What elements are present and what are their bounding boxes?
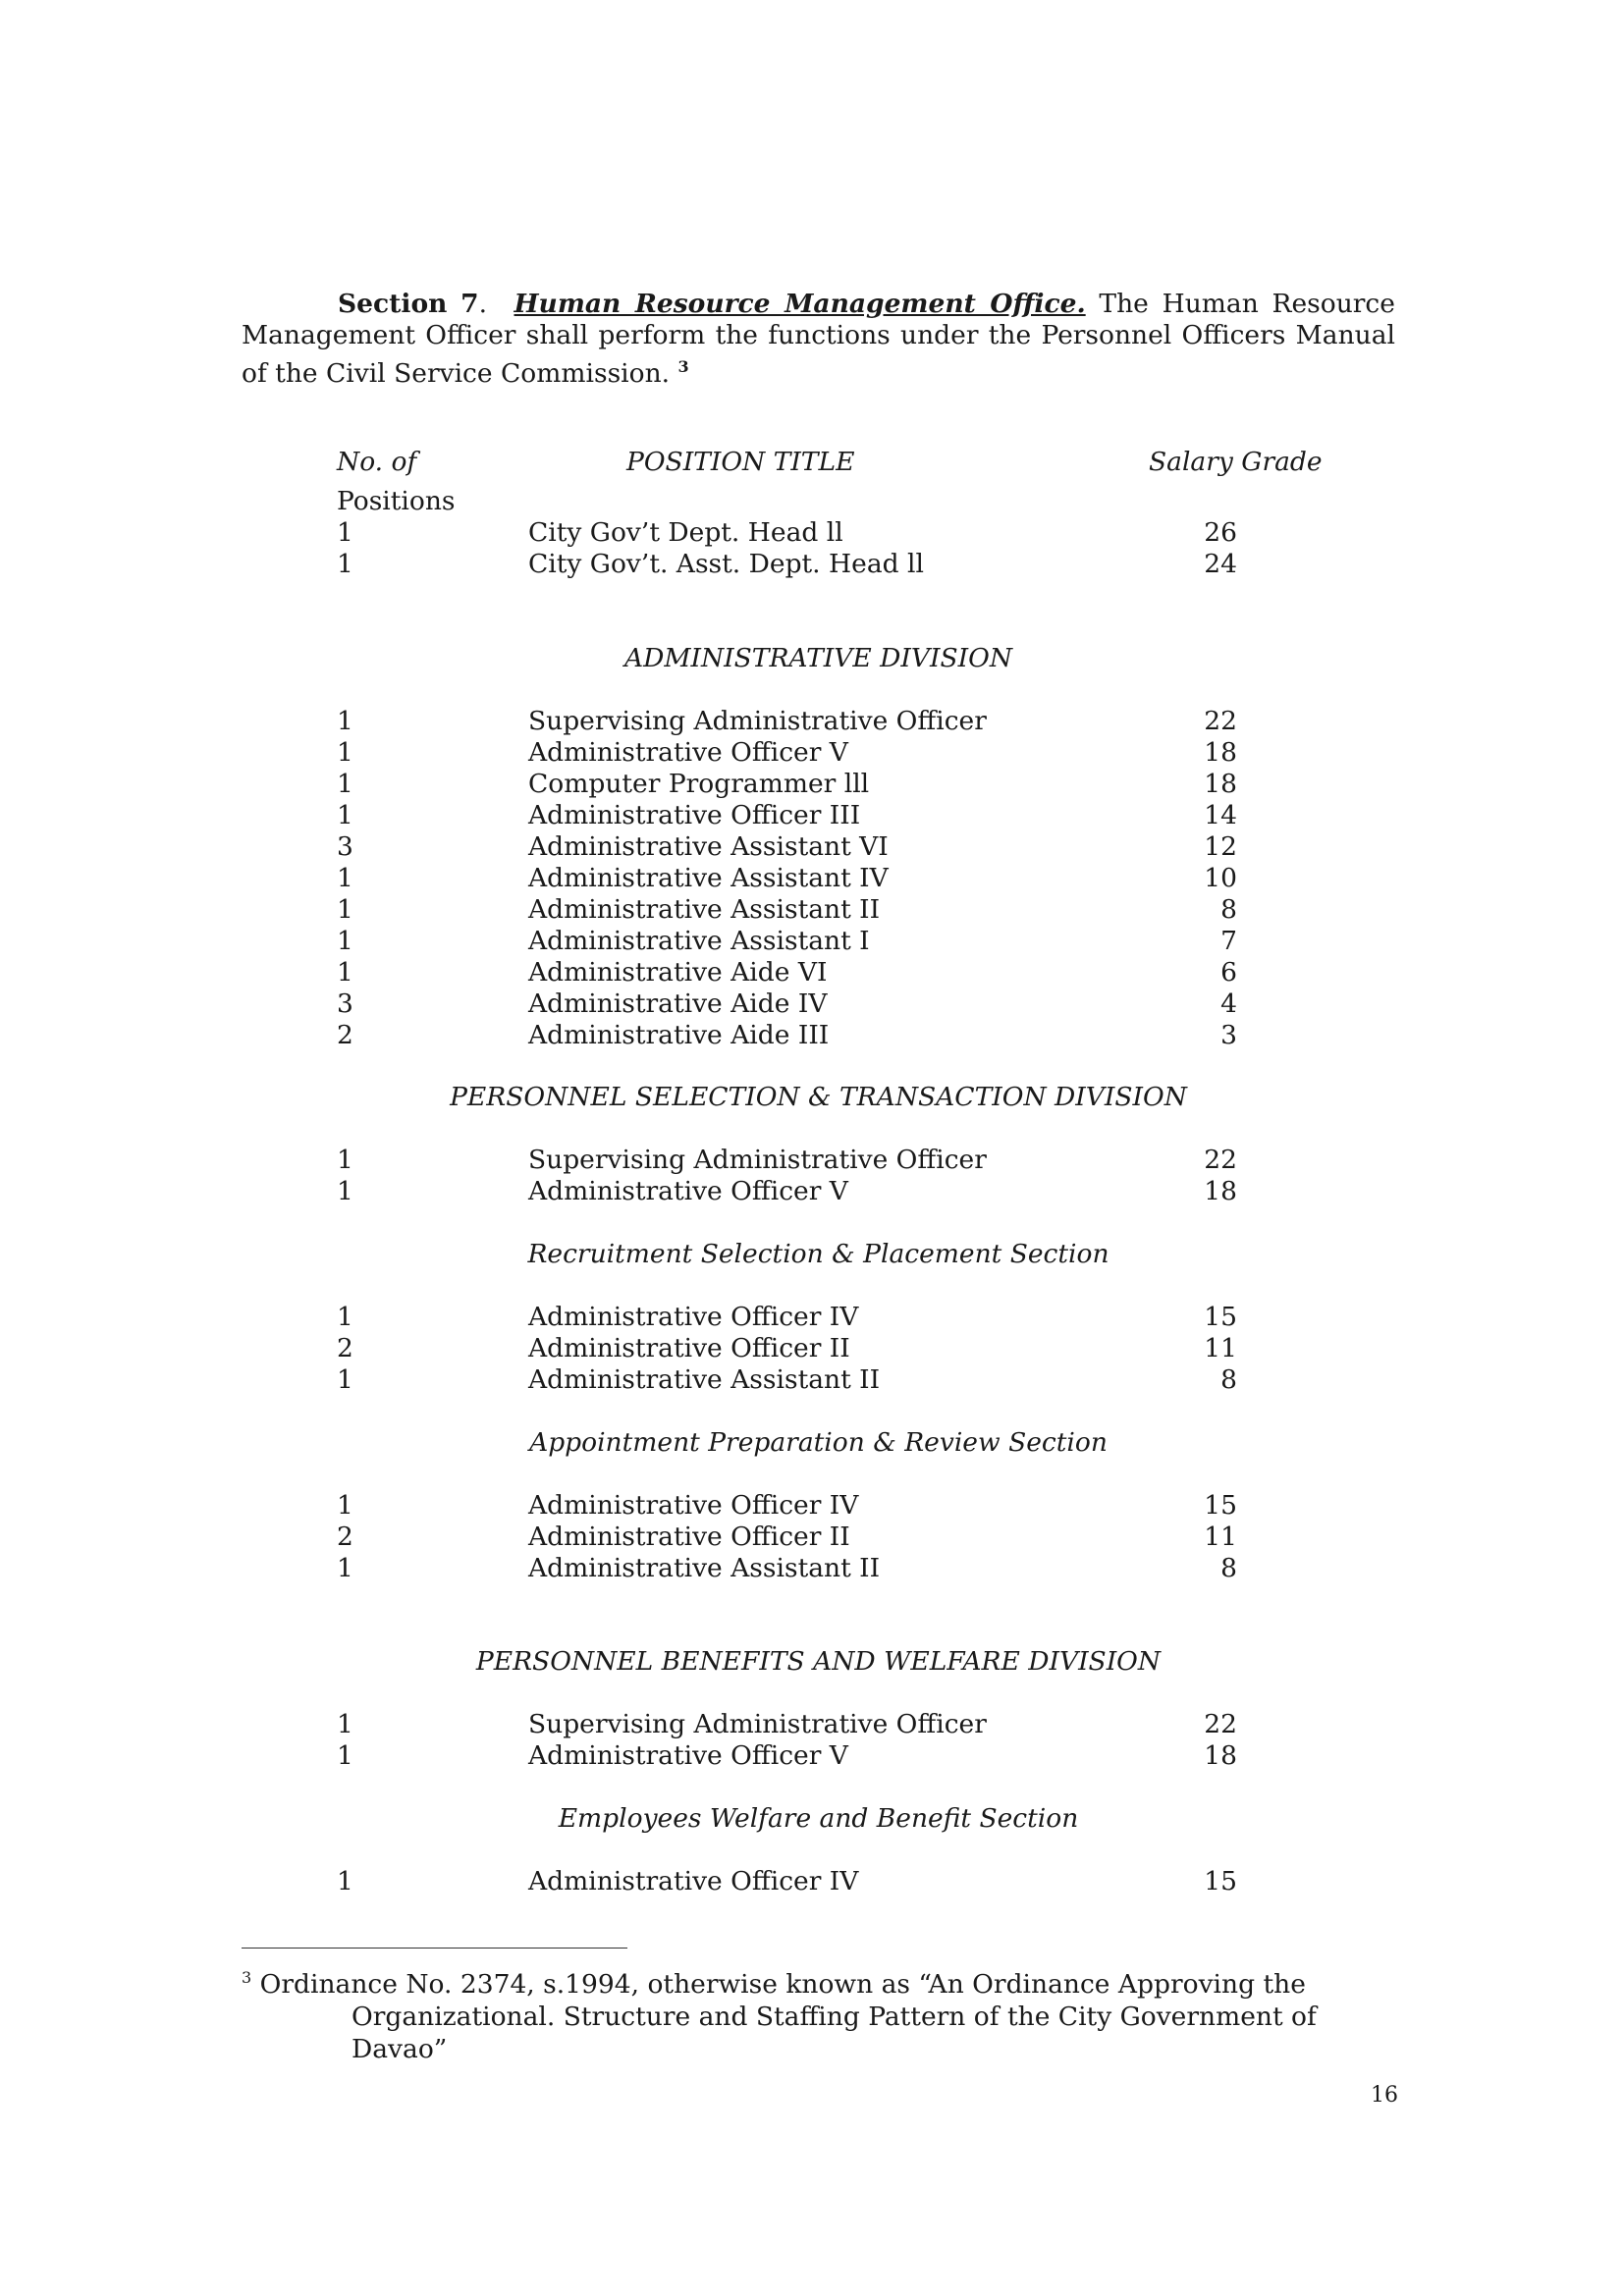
footnote bbox=[242, 1961, 1400, 2065]
position-title: Supervising Administrative Officer bbox=[528, 1145, 987, 1175]
position-count: 1 bbox=[337, 706, 353, 736]
salary-grade: 3 bbox=[1220, 1020, 1237, 1050]
position-count: 1 bbox=[337, 1176, 353, 1206]
table-row bbox=[0, 926, 1623, 957]
position-title: Administrative Aide IV bbox=[528, 988, 828, 1019]
position-title: Supervising Administrative Officer bbox=[528, 1709, 987, 1739]
position-count: 2 bbox=[337, 1522, 353, 1552]
footnote-reference: 3 bbox=[677, 357, 689, 376]
position-count: 1 bbox=[337, 737, 353, 768]
table-row bbox=[0, 517, 1623, 549]
position-count: 1 bbox=[337, 957, 353, 988]
section-number: 7 bbox=[460, 289, 479, 319]
salary-grade: 15 bbox=[1204, 1490, 1237, 1521]
position-title: Administrative Officer II bbox=[528, 1333, 850, 1363]
table-row bbox=[0, 769, 1623, 800]
table-row bbox=[0, 1709, 1623, 1740]
position-title: Administrative Officer V bbox=[528, 1176, 848, 1206]
footnote-line1: Ordinance No. 2374, s.1994, otherwise known as “An Ordinance Approving the bbox=[259, 1968, 1306, 2000]
table-row bbox=[0, 957, 1623, 988]
position-count: 2 bbox=[337, 1020, 353, 1050]
table-row bbox=[0, 988, 1623, 1020]
position-title: Administrative Officer IV bbox=[528, 1866, 859, 1896]
table-row bbox=[0, 1553, 1623, 1584]
salary-grade: 8 bbox=[1220, 894, 1237, 925]
section-title: Human Resource Management Office. bbox=[514, 289, 1086, 319]
division-heading-administrative: ADMINISTRATIVE DIVISION bbox=[623, 643, 1012, 673]
position-count: 1 bbox=[337, 517, 353, 548]
salary-grade: 24 bbox=[1204, 549, 1237, 579]
position-count: 1 bbox=[337, 800, 353, 830]
salary-grade: 26 bbox=[1204, 517, 1237, 548]
salary-grade: 22 bbox=[1204, 706, 1237, 736]
position-count: 1 bbox=[337, 926, 353, 956]
salary-grade: 22 bbox=[1204, 1709, 1237, 1739]
position-count: 1 bbox=[337, 1145, 353, 1175]
position-count: 1 bbox=[337, 1553, 353, 1583]
table-row bbox=[0, 831, 1623, 863]
position-title: Administrative Assistant VI bbox=[528, 831, 889, 862]
division-heading-benefits: PERSONNEL BENEFITS AND WELFARE DIVISION bbox=[475, 1646, 1162, 1677]
table-row bbox=[0, 1866, 1623, 1897]
salary-grade: 15 bbox=[1204, 1866, 1237, 1896]
salary-grade: 7 bbox=[1220, 926, 1237, 956]
position-count: 1 bbox=[337, 549, 353, 579]
position-title: Administrative Officer V bbox=[528, 1740, 848, 1771]
position-count: 1 bbox=[337, 1740, 353, 1771]
position-title: Administrative Officer II bbox=[528, 1522, 850, 1552]
position-title: Supervising Administrative Officer bbox=[528, 706, 987, 736]
section-paragraph: Section 7. Human Resource Management Office. The Human Resource Management Officer shall perform the functions under the Personnel Officers Manual of the Civil Service Commission. $^3$ bbox=[242, 289, 1395, 389]
column-header-position: POSITION TITLE bbox=[626, 447, 855, 477]
table-row bbox=[0, 737, 1623, 769]
position-count: 1 bbox=[337, 769, 353, 799]
column-header-quantity: No. of bbox=[337, 447, 417, 477]
position-count: 1 bbox=[337, 1364, 353, 1395]
salary-grade: 6 bbox=[1220, 957, 1237, 988]
position-title: City Gov’t. Asst. Dept. Head ll bbox=[528, 549, 924, 579]
position-count: 1 bbox=[337, 1490, 353, 1521]
position-title: Administrative Officer IV bbox=[528, 1490, 859, 1521]
position-count: 1 bbox=[337, 1709, 353, 1739]
table-row bbox=[0, 706, 1623, 737]
footnote-separator bbox=[242, 1948, 627, 1949]
salary-grade: 18 bbox=[1204, 1176, 1237, 1206]
table-row bbox=[0, 863, 1623, 894]
salary-grade: 11 bbox=[1204, 1522, 1237, 1552]
salary-grade: 8 bbox=[1220, 1553, 1237, 1583]
section-heading-welfare: Employees Welfare and Benefit Section bbox=[558, 1803, 1079, 1834]
position-count: 1 bbox=[337, 863, 353, 893]
page-number: 16 bbox=[1371, 2083, 1398, 2108]
division-heading-personnel-selection: PERSONNEL SELECTION & TRANSACTION DIVISION bbox=[450, 1082, 1187, 1112]
table-row bbox=[0, 1302, 1623, 1333]
section-heading-recruitment: Recruitment Selection & Placement Section bbox=[527, 1239, 1109, 1269]
section-body: The Human Resource Management Officer shall perform the functions under the Personnel Officers Manual of the Civil Service Commission. bbox=[242, 289, 1395, 389]
position-title: Administrative Assistant II bbox=[528, 894, 881, 925]
position-title: Computer Programmer lll bbox=[528, 769, 870, 799]
salary-grade: 8 bbox=[1220, 1364, 1237, 1395]
position-count: 3 bbox=[337, 831, 353, 862]
salary-grade: 18 bbox=[1204, 737, 1237, 768]
salary-grade: 14 bbox=[1204, 800, 1237, 830]
section-label: Section bbox=[338, 289, 448, 319]
position-title: Administrative Aide VI bbox=[528, 957, 828, 988]
footnote-line2: Organizational. Structure and Staffing Pattern of the City Government of Davao” bbox=[352, 2001, 1317, 2064]
position-count: 1 bbox=[337, 894, 353, 925]
position-title: Administrative Assistant II bbox=[528, 1364, 881, 1395]
position-title: Administrative Officer III bbox=[528, 800, 861, 830]
table-row bbox=[0, 1333, 1623, 1364]
table-row bbox=[0, 1176, 1623, 1207]
footnote-mark: 3 bbox=[242, 1968, 252, 1987]
position-count: 2 bbox=[337, 1333, 353, 1363]
table-row bbox=[0, 1145, 1623, 1176]
salary-grade: 10 bbox=[1204, 863, 1237, 893]
salary-grade: 15 bbox=[1204, 1302, 1237, 1332]
position-title: Administrative Officer V bbox=[528, 737, 848, 768]
salary-grade: 18 bbox=[1204, 1740, 1237, 1771]
table-row bbox=[0, 1522, 1623, 1553]
salary-grade: 18 bbox=[1204, 769, 1237, 799]
section-heading-appointment: Appointment Preparation & Review Section bbox=[529, 1427, 1108, 1458]
salary-grade: 4 bbox=[1220, 988, 1237, 1019]
table-row bbox=[0, 1490, 1623, 1522]
position-title: Administrative Assistant II bbox=[528, 1553, 881, 1583]
salary-grade: 22 bbox=[1204, 1145, 1237, 1175]
column-header-quantity-line2: Positions bbox=[337, 486, 456, 516]
position-title: City Gov’t Dept. Head ll bbox=[528, 517, 843, 548]
table-row bbox=[0, 1364, 1623, 1396]
position-title: Administrative Aide III bbox=[528, 1020, 830, 1050]
table-row bbox=[0, 800, 1623, 831]
table-row bbox=[0, 1740, 1623, 1772]
table-row bbox=[0, 549, 1623, 580]
column-header-salary-grade: Salary Grade bbox=[1149, 447, 1323, 477]
position-title: Administrative Assistant I bbox=[528, 926, 870, 956]
position-count: 1 bbox=[337, 1866, 353, 1896]
position-title: Administrative Assistant IV bbox=[528, 863, 889, 893]
table-row bbox=[0, 894, 1623, 926]
salary-grade: 11 bbox=[1204, 1333, 1237, 1363]
table-row bbox=[0, 1020, 1623, 1051]
salary-grade: 12 bbox=[1204, 831, 1237, 862]
position-count: 1 bbox=[337, 1302, 353, 1332]
position-count: 3 bbox=[337, 988, 353, 1019]
position-title: Administrative Officer IV bbox=[528, 1302, 859, 1332]
